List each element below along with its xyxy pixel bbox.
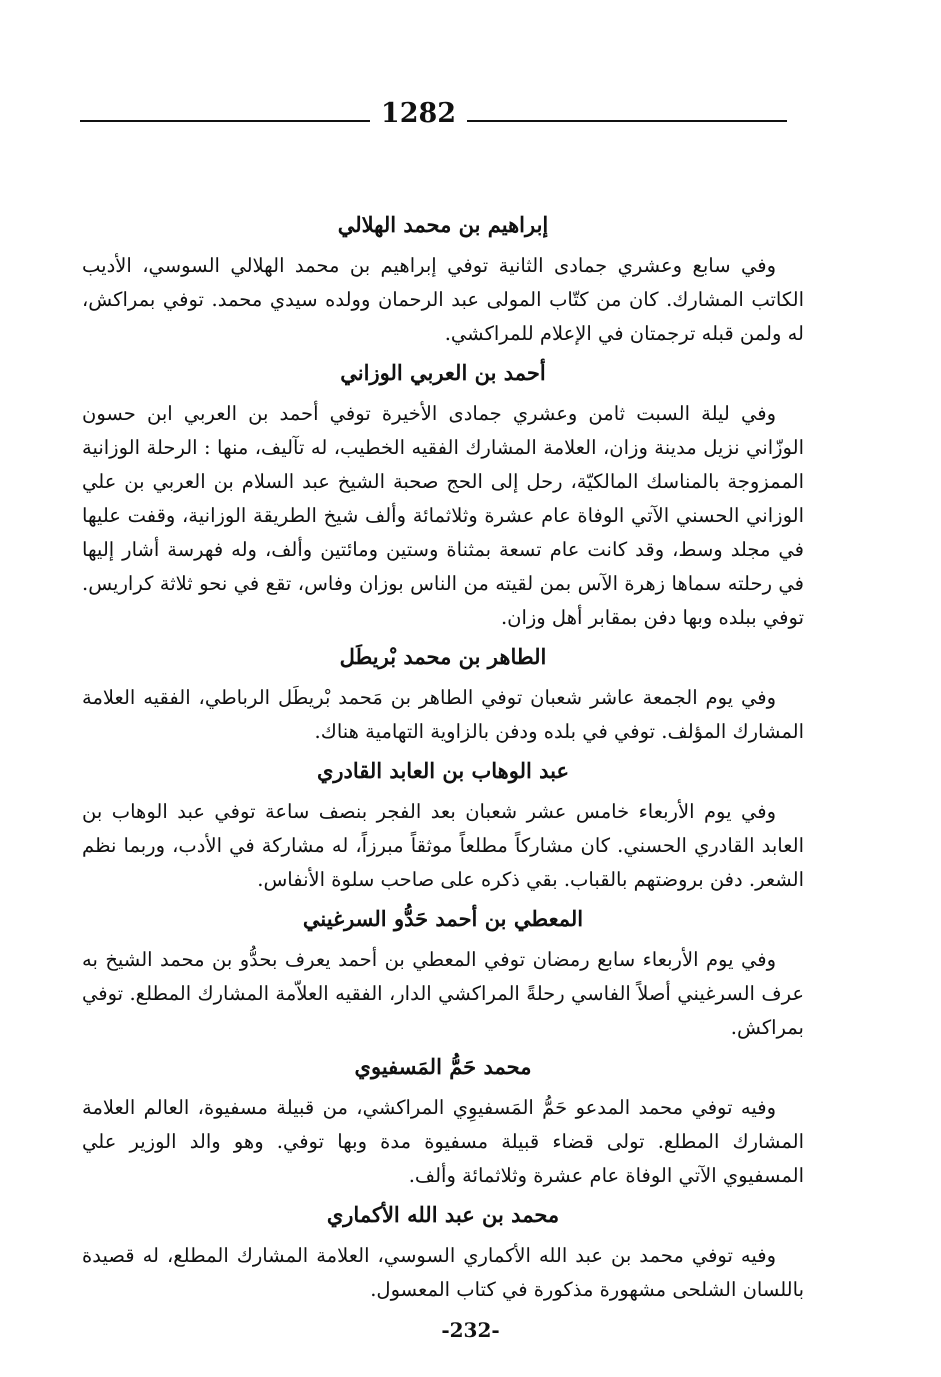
header-year: 1282 <box>380 98 457 129</box>
biography-entry <box>82 1195 804 1307</box>
entry-text: وفي سابع وعشري جمادى الثانية توفي إبراهيم بن محمد الهلالي السوسي، الأديب الكاتب المشارك. كان من كتّاب المولى عبد الرحمان وولده سيدي محمد. توفي بمراكش، له ولمن قبله ترجمتان في الإعلام للمراكشي. <box>82 254 804 345</box>
page-header <box>80 96 787 136</box>
entry-name: إبراهيم بن محمد الهلالي <box>337 212 549 237</box>
entry-text: وفي يوم الأربعاء خامس عشر شعبان بعد الفجر بنصف ساعة توفي عبد الوهاب بن العابد القادري الحسني. كان مشاركاً مطلعاً موثقاً مبرزاً، له مشاركة في الأدب، وربما نظم الشعر. دفن بروضتهم بالقباب. بقي ذكره على صاحب سلوة الأنفاس. <box>82 800 804 891</box>
biography-list <box>82 205 804 1309</box>
entry-text: وفيه توفي محمد المدعو حَمُّ المَسفيوِي المراكشي، من قبيلة مسفيوة، العالم العلامة المشارك المطلع. تولى قضاء قبيلة مسفيوة مدة وبها توفي. وهو والد الوزير علي المسفيوي الآتي الوفاة عام عشرة وثلاثمائة وألف. <box>82 1096 804 1187</box>
entry-name: عبد الوهاب بن العابد القادري <box>316 758 570 783</box>
biography-entry <box>82 1047 804 1193</box>
entry-name: محمد بن عبد الله الأكماري <box>326 1202 560 1227</box>
header-rule-right <box>467 120 787 122</box>
entry-text: وفيه توفي محمد بن عبد الله الأكماري السوسي، العلامة المشارك المطلع، له قصيدة باللسان الشلحى مشهورة مذكورة في كتاب المعسول. <box>82 1244 804 1301</box>
header-rule-left <box>80 120 370 122</box>
biography-entry <box>82 353 804 635</box>
entry-name: المعطي بن أحمد حَدُّو السرغيني <box>302 906 584 931</box>
entry-text: وفي يوم الجمعة عاشر شعبان توفي الطاهر بن مَحمد بْريطَل الرباطي، الفقيه العلامة المشارك المؤلف. توفي في بلده ودفن بالزاوية التهامية هناك. <box>82 686 804 743</box>
entry-name: محمد حَمُّ المَسفيوي <box>354 1054 532 1079</box>
biography-entry <box>82 205 804 351</box>
biography-entry <box>82 637 804 749</box>
biography-entry <box>82 751 804 897</box>
entry-name: أحمد بن العربي الوزاني <box>340 360 546 385</box>
biography-entry <box>82 899 804 1045</box>
entry-text: وفي يوم الأربعاء سابع رمضان توفي المعطي بن أحمد يعرف بحدُّو بن محمد الشيخ به عرف السرغيني أصلاً الفاسي رحلةً المراكشي الدار، الفقيه العلاّمة المشارك المطلع. توفي بمراكش. <box>82 948 804 1039</box>
entry-name: الطاهر بن محمد بْريطَل <box>339 644 547 669</box>
page-number: -232- <box>441 1318 500 1342</box>
entry-text: وفي ليلة السبت ثامن وعشري جمادى الأخيرة توفي أحمد بن العربي ابن حسون الوزّاني نزيل مدينة وزان، العلامة المشارك الفقيه الخطيب، له تآليف، منها : الرحلة الوزانية الممزوجة بالمناسك المالكيّة، رحل إلى الحج صحبة الشيخ عبد السلام بن العربي بن علي الوزاني الحسني الآتي الوفاة عام عشرة وثلاثمائة وألف شيخ الطريقة الوزانية، وقفت عليها في مجلد وسط، وقد كانت عام تسعة بمثناة وستين ومائتين وألف، وله فهرسة أشار إليها في رحلته سماها زهرة الآس بمن لقيته من الناس بوزان وفاس، تقع في نحو ثلاثة كراريس. توفي ببلده وبها دفن بمقابر أهل وزان. <box>82 402 804 629</box>
